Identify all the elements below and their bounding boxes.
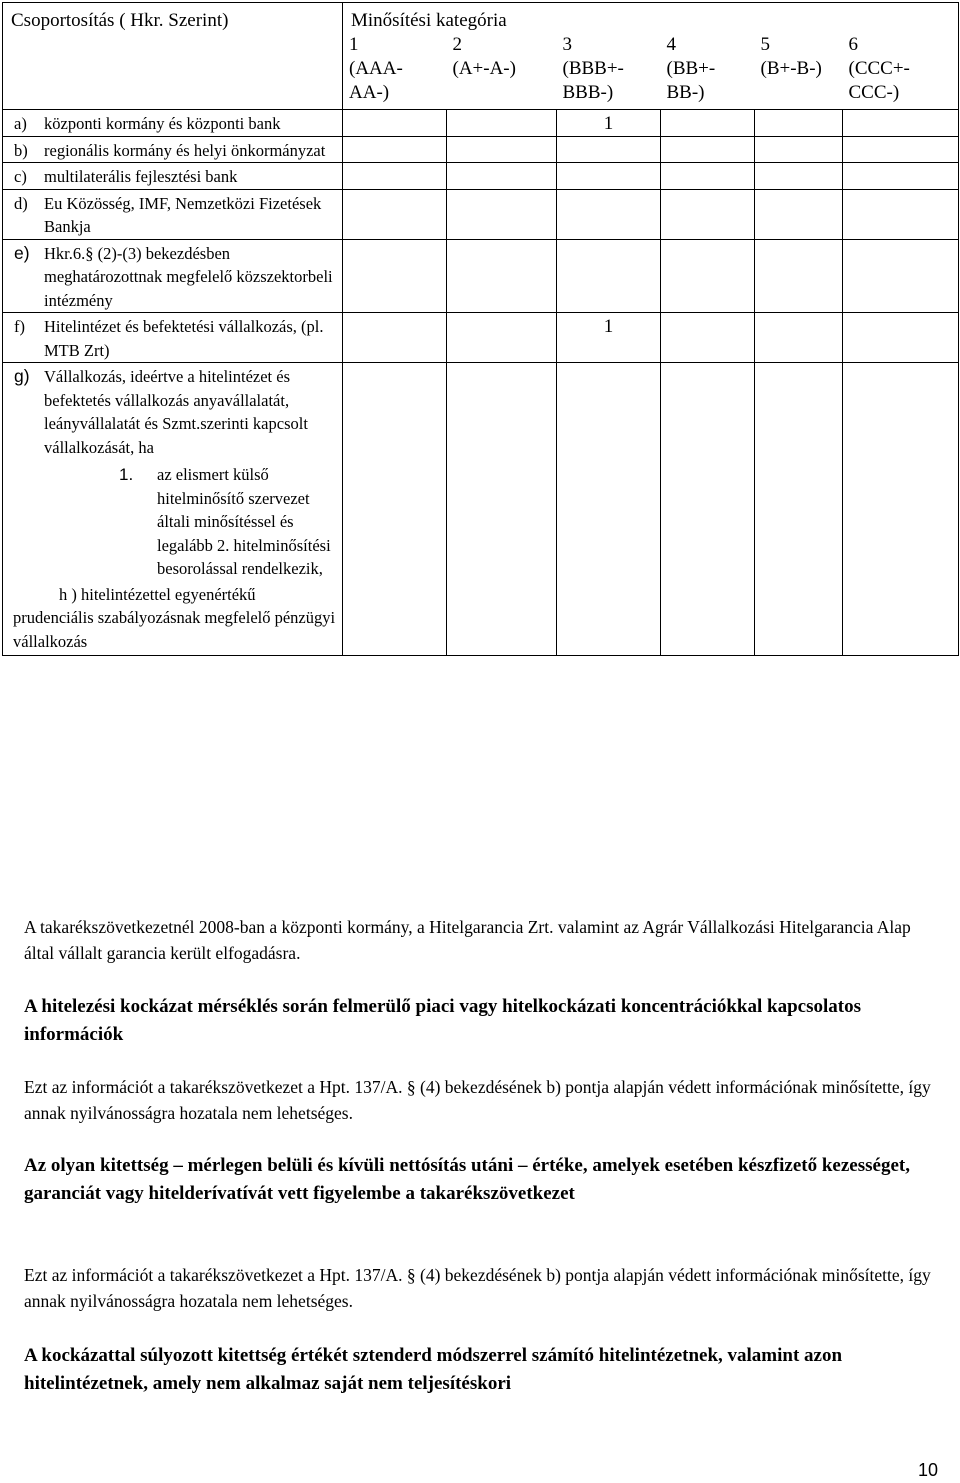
cell-value: [447, 163, 557, 190]
heading-koncentracio: A hitelezési kockázat mérséklés során felmerülő piaci vagy hitelkockázati koncentrációkkal kapcsolatos információk: [24, 996, 861, 1045]
paragraph-vedett-1: Ezt az információt a takarékszövetkezet a Hpt. 137/A. § (4) bekezdésének b) pontja alapján védett információnak minősítette, így annak nyilvánosságra hozatala nem lehetséges.: [24, 1077, 931, 1123]
cell-value: [661, 110, 755, 137]
table-row: [3, 363, 959, 656]
cell-value: [755, 163, 843, 190]
paragraph-garancia: A takarékszövetkezetnél 2008-ban a központi kormány, a Hitelgarancia Zrt. valamint az Agrár Vállalkozási Hitelgarancia Alap által vállalt garancia került elfogadásra.: [24, 917, 911, 963]
subitem: 1. az elismert külső hitelminősítő szervezet általi minősítéssel és legalább 2. hitelminősítési besorolással rendelkezik,: [119, 465, 331, 578]
cell-value: [343, 313, 447, 363]
category-2: 2 (A+-A-): [447, 33, 557, 110]
heading-kitettseg: Az olyan kitettség – mérlegen belüli és kívüli nettósítás utáni – értéke, amelyek esetében készfizető kezességet, garanciát vagy hitelderívatívát vett figyelembe a takarékszövetkezet: [24, 1155, 910, 1204]
cell-value: [343, 136, 447, 163]
cell-value: [447, 363, 557, 656]
cell-value: [661, 163, 755, 190]
cell-value: [557, 189, 661, 239]
row-label: e) Hkr.6.§ (2)-(3) bekezdésben meghatározottnak megfelelő közszektorbeli intézmény: [3, 239, 343, 313]
cell-value: [447, 313, 557, 363]
category-3: 3 (BBB+-BBB-): [557, 33, 661, 110]
cell-value: [447, 136, 557, 163]
table-row: [3, 163, 959, 190]
cell-value: [343, 189, 447, 239]
cell-value: [755, 189, 843, 239]
cell-value: [843, 189, 959, 239]
h-item: h ) hitelintézettel egyenértékű: [59, 584, 256, 604]
cell-value: [843, 163, 959, 190]
cell-value: [755, 239, 843, 313]
heading-sztenderd: A kockázattal súlyozott kitettség értékét sztenderd módszerrel számító hitelintézetnek, valamint azon hitelintézetnek, amely nem alkalmaz saját nem teljesítéskori: [24, 1345, 843, 1394]
cell-value: [557, 163, 661, 190]
cell-value: 1: [557, 313, 661, 363]
category-6: 6 (CCC+-CCC-): [843, 33, 959, 110]
paragraph-vedett-2: Ezt az információt a takarékszövetkezet a Hpt. 137/A. § (4) bekezdésének b) pontja alapján védett információnak minősítette, így annak nyilvánosságra hozatala nem lehetséges.: [24, 1265, 931, 1311]
cell-value: [843, 110, 959, 137]
h-item-continuation: prudenciális szabályozásnak megfelelő pénzügyi vállalkozás: [13, 608, 336, 651]
cell-value: [661, 136, 755, 163]
table-row: [3, 313, 959, 363]
category-4: 4 (BB+-BB-): [661, 33, 755, 110]
cell-value: [843, 363, 959, 656]
category-header: Minősítési kategória: [343, 3, 959, 34]
table-row: [3, 189, 959, 239]
cell-value: [557, 239, 661, 313]
cell-value: [755, 363, 843, 656]
cell-value: [843, 313, 959, 363]
row-label: f) Hitelintézet és befektetési vállalkozás, (pl. MTB Zrt): [3, 313, 343, 363]
group-header: Csoportosítás ( Hkr. Szerint): [3, 3, 343, 110]
cell-value: [343, 239, 447, 313]
table-header-row: [3, 3, 959, 34]
cell-value: [843, 136, 959, 163]
cell-value: [447, 110, 557, 137]
cell-value: [661, 363, 755, 656]
category-1: 1 (AAA-AA-): [343, 33, 447, 110]
row-label: b) regionális kormány és helyi önkormányzat: [3, 136, 343, 163]
row-label: c) multilaterális fejlesztési bank: [3, 163, 343, 190]
cell-value: [843, 239, 959, 313]
cell-value: [343, 163, 447, 190]
table-row: [3, 136, 959, 163]
cell-value: [661, 313, 755, 363]
cell-value: [557, 363, 661, 656]
cell-value: [447, 189, 557, 239]
row-label: a) központi kormány és központi bank: [3, 110, 343, 137]
cell-value: [661, 239, 755, 313]
cell-value: [755, 110, 843, 137]
table-row: [3, 239, 959, 313]
cell-value: [557, 136, 661, 163]
row-label: d) Eu Közösség, IMF, Nemzetközi Fizetések Bankja: [3, 189, 343, 239]
cell-value: 1: [557, 110, 661, 137]
cell-value: [755, 136, 843, 163]
cell-value: [343, 110, 447, 137]
page-number: 10: [917, 1460, 938, 1480]
cell-value: [447, 239, 557, 313]
cell-value: [661, 189, 755, 239]
row-label: g) Vállalkozás, ideértve a hitelintézet és befektetés vállalkozás anyavállalatát, leányvállalatát és Szmt.szerinti kapcsolt vállalkozását, ha 1. az elismert külső hitelminősítő szervezet általi minősítéssel és legalább 2. hitelminősítési besorolással rendelkezik, h ) hitelintézettel egyenértékű prudenciális szabályozásnak megfelelő pénzügyi vállalkozás: [3, 363, 343, 656]
rating-table: [2, 2, 959, 656]
cell-value: [343, 363, 447, 656]
cell-value: [755, 313, 843, 363]
table-row: [3, 110, 959, 137]
category-5: 5 (B+-B-): [755, 33, 843, 110]
